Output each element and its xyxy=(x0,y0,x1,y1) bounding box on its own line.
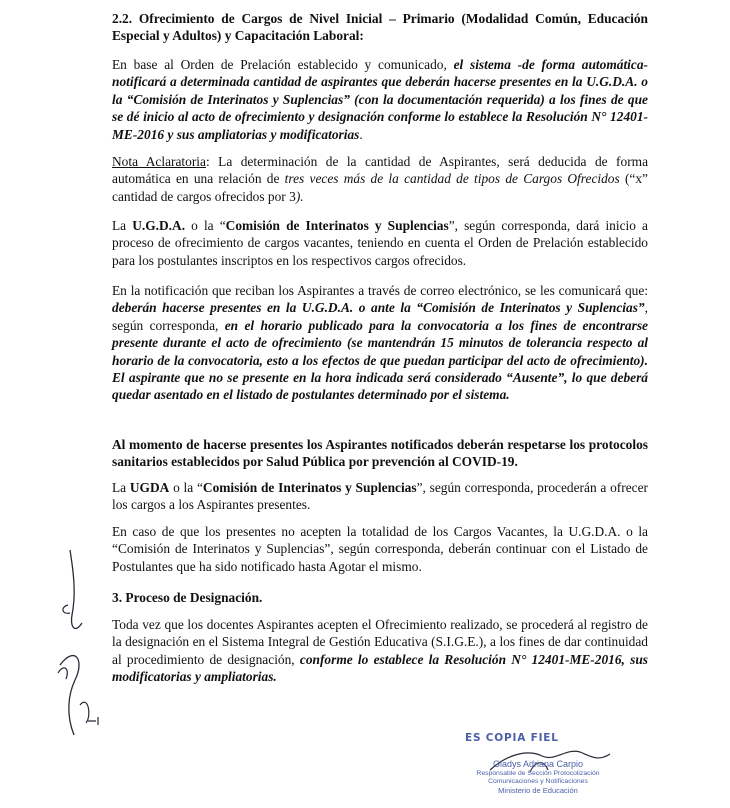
text: La xyxy=(112,218,133,233)
paragraph-nota-aclaratoria xyxy=(112,153,648,205)
section-2-2-heading: 2.2. Ofrecimiento de Cargos de Nivel Inicial – Primario (Modalidad Común, Educación Especial y Adultos) y Capacitación Laboral: xyxy=(112,11,648,44)
paragraph-ofrecer-cargos xyxy=(112,479,648,514)
bold-text: Comisión de Interinatos y Suplencias xyxy=(225,218,449,233)
stamp-line-3: Ministerio de Educación xyxy=(498,786,578,795)
text: En la notificación que reciban los Aspirantes a través de correo electrónico, se les comunicará que: xyxy=(112,283,648,298)
italic-text: ). xyxy=(295,188,304,204)
stamp-name: Gladys Adriana Carpio xyxy=(492,759,584,769)
text: ”, según corresponda, procederán a ofrecer los cargos a los Aspirantes presentes. xyxy=(112,480,649,513)
emphasis-text: deberán hacerse presentes en la U.G.D.A. o ante la “Comisión de Interinatos y Suplencias” xyxy=(112,300,645,316)
emphasis-text: el sistema -de forma automática- notificará a determinada cantidad de aspirantes que deberán hacerse presentes en la U.G.D.A. o la “Comisión de Interinatos y Suplencias” (con la documentación requerida) a los fines de que se dé inicio al acto de ofrecimiento y designación conforme lo establece la Resolución N° 12401-ME-2016 y sus ampliatorias y modificatorias xyxy=(112,57,648,142)
bold-text: U.G.D.A. xyxy=(132,218,186,233)
text: (“x” cantidad de cargos ofrecidos por 3 xyxy=(112,171,648,204)
text: ”, según corresponda, dará inicio a proceso de ofrecimiento de cargos vacantes, teniendo en cuenta el Orden de Prelación establecido para los postulantes inscriptos en los respectivos cargos ofrecidos. xyxy=(112,218,648,268)
text: En base al Orden de Prelación establecido y comunicado, xyxy=(112,57,454,72)
paragraph-designacion xyxy=(112,616,648,686)
paragraph-email-notification xyxy=(112,282,648,404)
text: Toda vez que los docentes Aspirantes acepten el Ofrecimiento realizado, se procederá al registro de la designación en el Sistema Integral de Gestión Educativa (S.I.G.E.), a los fines de dar continuidad al procedimiento de designación, xyxy=(112,617,648,667)
paragraph-continuar-listado: En caso de que los presentes no acepten la totalidad de los Cargos Vacantes, la U.G.D.A. o la “Comisión de Interinatos y Suplencias”, según corresponda, deberán continuar con el Listado de Postulantes que ha sido notificado hasta Agotar el mismo. xyxy=(112,524,648,574)
text: . xyxy=(359,126,363,142)
italic-text: tres veces más de la cantidad de tipos de Cargos Ofrecidos xyxy=(284,171,620,187)
section-3-heading: 3. Proceso de Designación. xyxy=(112,590,263,605)
stamp-line-1: Responsable de Sección Protocolización xyxy=(476,770,600,777)
text: La xyxy=(112,480,130,495)
stamp-line-2: Comunicaciones y Notificaciones xyxy=(488,778,588,785)
text: o la “ xyxy=(169,480,203,495)
paragraph-covid-protocol: Al momento de hacerse presentes los Aspirantes notificados deberán respetarse los protocolos sanitarios establecidos por Salud Pública por prevención al COVID-19. xyxy=(112,437,648,470)
nota-label: Nota Aclaratoria xyxy=(112,154,206,169)
emphasis-text: conforme lo establece la Resolución N° 12401-ME-2016, sus modificatorias y ampliatorias. xyxy=(112,651,648,685)
handwritten-initials xyxy=(30,545,110,745)
paragraph-ugda-inicio xyxy=(112,217,648,269)
stamp-title: ES COPIA FIEL xyxy=(465,732,559,744)
text: : La determinación de la cantidad de Aspirantes, será deducida de forma automática en una relación de xyxy=(112,154,649,187)
text: , según corresponda, xyxy=(112,300,648,333)
paragraph-notification xyxy=(112,56,648,143)
bold-text: UGDA xyxy=(129,480,170,495)
emphasis-text: en el horario publicado para la convocatoria a los fines de encontrarse presente durante el acto de ofrecimiento (se mantendrán 15 minutos de tolerancia respecto al horario de la convocatoria, esto a los efectos de que puedan participar del acto de ofrecimiento). El aspirante que no se presente en la hora indicada será considerado “Ausente”, lo que deberá quedar asentado en el listado de postulantes determinado por el sistema. xyxy=(112,317,648,403)
text: o la “ xyxy=(185,218,226,233)
bold-text: Comisión de Interinatos y Suplencias xyxy=(202,480,417,495)
